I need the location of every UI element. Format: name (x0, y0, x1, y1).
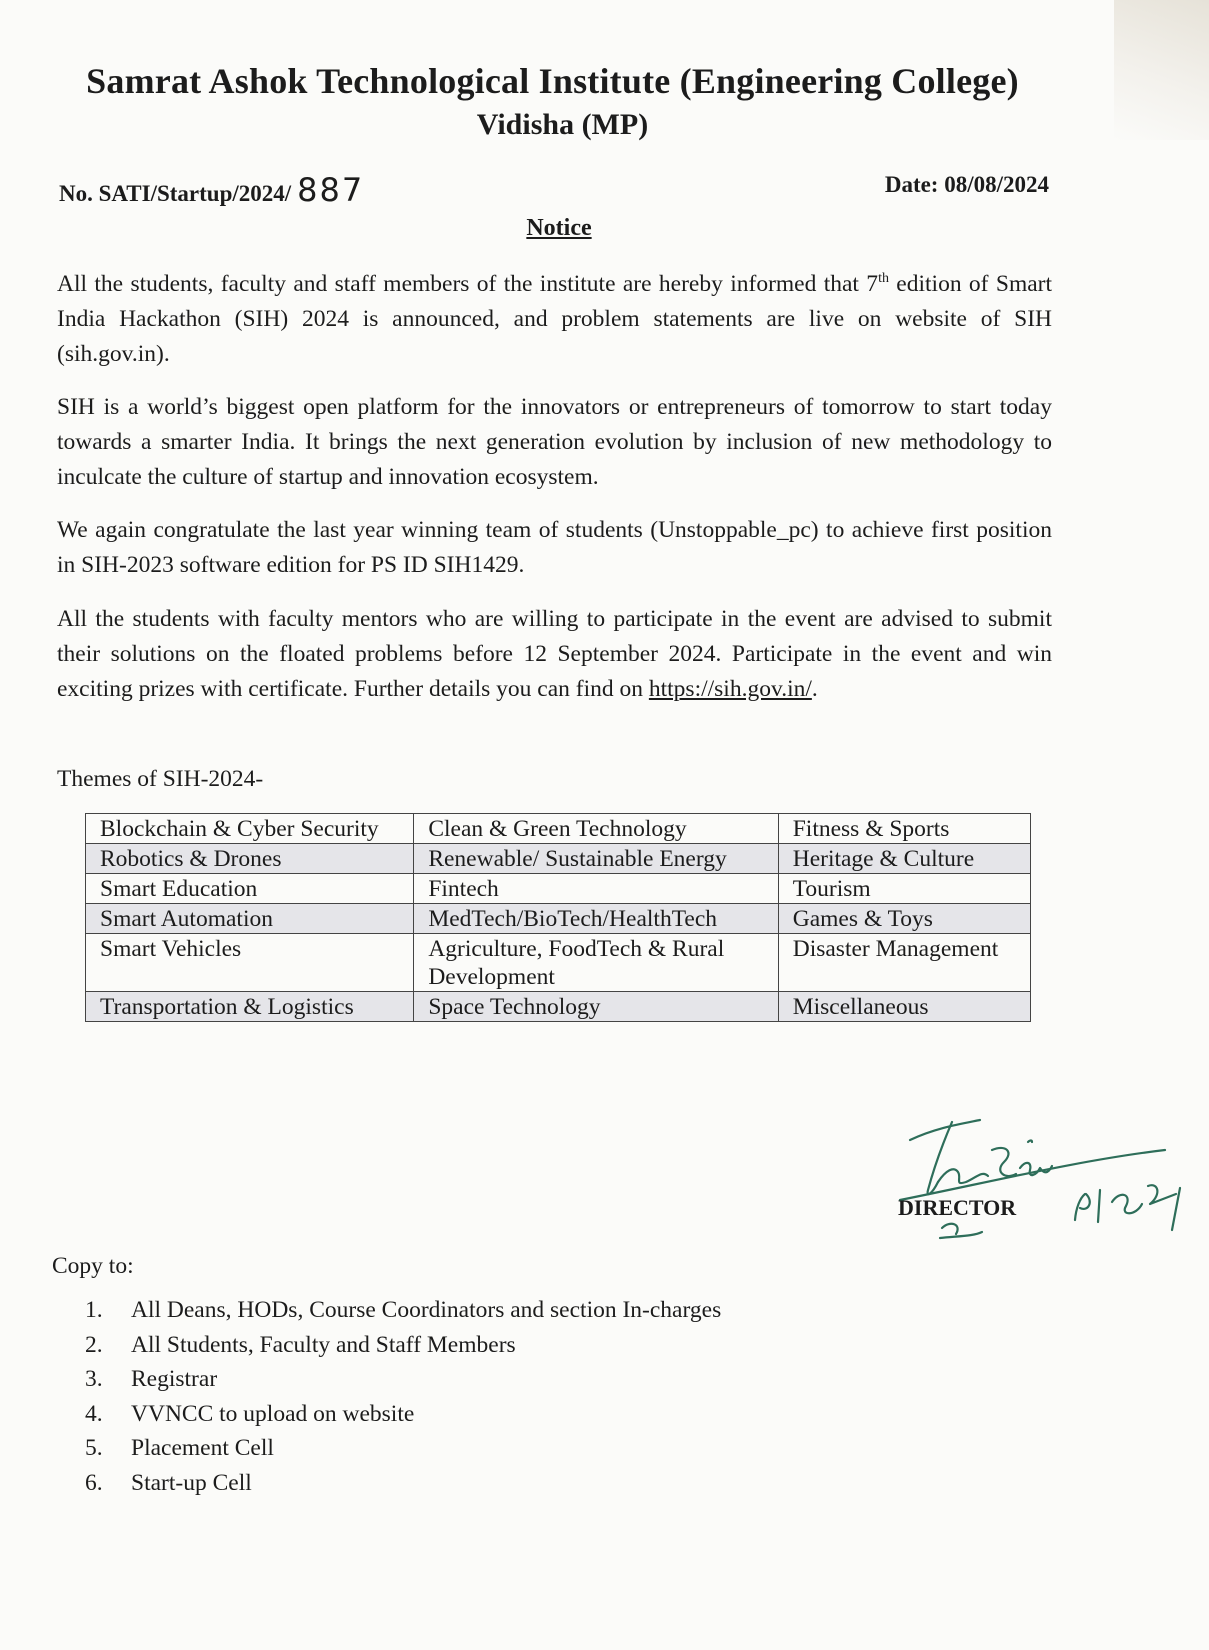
theme-cell: Renewable/ Sustainable Energy (414, 844, 778, 874)
paragraph-announcement-text: All the students, faculty and staff members of the institute are hereby informed that 7 (57, 271, 879, 297)
theme-cell: Blockchain & Cyber Security (86, 814, 414, 844)
participation-text: All the students with faculty mentors who are willing to participate in the event are advised to submit their solutions on the floated problems before 12 September 2024. Participate in the event and win exciting prizes with certificate. Further details you can find on (57, 606, 1052, 702)
list-item (85, 1466, 721, 1501)
institute-location: Vidisha (MP) (476, 108, 649, 141)
list-item-number: 5. (85, 1435, 103, 1461)
theme-cell: Smart Vehicles (86, 934, 414, 992)
theme-cell: Games & Toys (778, 904, 1030, 934)
table-row (86, 904, 1031, 934)
paragraph-announcement-text-2: edition of Smart India Hackathon (SIH) 2024 is announced, and problem statements are live on website of SIH (sih.gov.in). (57, 271, 1053, 367)
reference-handwritten-number: 887 (297, 171, 365, 209)
table-row (86, 992, 1031, 1022)
theme-cell: Clean & Green Technology (414, 814, 778, 844)
list-item-number: 4. (85, 1400, 103, 1427)
participation-period: . (811, 676, 818, 702)
director-designation: DIRECTOR (898, 1195, 1017, 1220)
list-item-text: Registrar (131, 1366, 218, 1392)
paragraph-participation (57, 602, 1052, 707)
theme-cell: Smart Automation (86, 904, 414, 934)
list-item-text: Start-up Cell (131, 1469, 252, 1496)
sih-website-link[interactable]: https://sih.gov.in/ (648, 676, 812, 702)
list-item-text: All Deans, HODs, Course Coordinators and section In-charges (131, 1297, 722, 1323)
theme-cell: Fintech (414, 874, 778, 904)
theme-cell: Tourism (778, 874, 1030, 904)
themes-table (85, 813, 1031, 1022)
theme-cell: MedTech/BioTech/HealthTech (414, 904, 778, 934)
theme-cell: Fitness & Sports (778, 814, 1030, 844)
list-item-text: Placement Cell (131, 1435, 274, 1461)
list-item (85, 1431, 721, 1466)
list-item-number: 1. (85, 1297, 103, 1323)
list-item (85, 1293, 721, 1328)
theme-cell: Miscellaneous (778, 992, 1030, 1022)
table-row (86, 844, 1031, 874)
institute-name: Samrat Ashok Technological Institute (Engineering College) (86, 61, 1019, 101)
theme-cell: Smart Education (86, 874, 414, 904)
notice-title: Notice (526, 215, 592, 241)
theme-cell: Robotics & Drones (86, 844, 414, 874)
notice-date: Date: 08/08/2024 (884, 172, 1049, 197)
theme-cell: Agriculture, FoodTech & Rural Development (414, 934, 778, 992)
list-item-text: All Students, Faculty and Staff Members (131, 1331, 516, 1358)
list-item (85, 1362, 721, 1397)
theme-cell: Space Technology (414, 992, 778, 1022)
reference-number (59, 171, 364, 209)
paper-corner-shadow (1114, 0, 1209, 140)
list-item-number: 6. (85, 1469, 103, 1496)
list-item (85, 1328, 721, 1363)
paragraph-announcement (57, 267, 1052, 372)
list-item-number: 2. (85, 1331, 103, 1358)
table-row (86, 934, 1031, 992)
theme-cell: Heritage & Culture (778, 844, 1030, 874)
superscript-th: th (878, 271, 889, 287)
list-item-text: VVNCC to upload on website (131, 1400, 415, 1427)
list-item-number: 3. (85, 1366, 103, 1392)
table-row (86, 814, 1031, 844)
themes-label: Themes of SIH-2024- (57, 766, 264, 792)
theme-cell: Transportation & Logistics (86, 992, 414, 1022)
list-item (85, 1397, 721, 1432)
theme-cell: Disaster Management (778, 934, 1030, 992)
paragraph-congratulations: We again congratulate the last year winning team of students (Unstoppable_pc) to achieve first position in SIH-2023 software edition for PS ID SIH1429. (57, 517, 1052, 578)
copy-to-list (85, 1293, 721, 1500)
table-row (86, 874, 1031, 904)
copy-to-label: Copy to: (52, 1253, 134, 1279)
reference-prefix: No. SATI/Startup/2024/ (59, 181, 292, 206)
paragraph-about-sih: SIH is a world’s biggest open platform for the innovators or entrepreneurs of tomorrow to start today towards a smarter India. It brings the next generation evolution by inclusion of new methodology to inculcate the culture of startup and innovation ecosystem. (57, 394, 1052, 490)
